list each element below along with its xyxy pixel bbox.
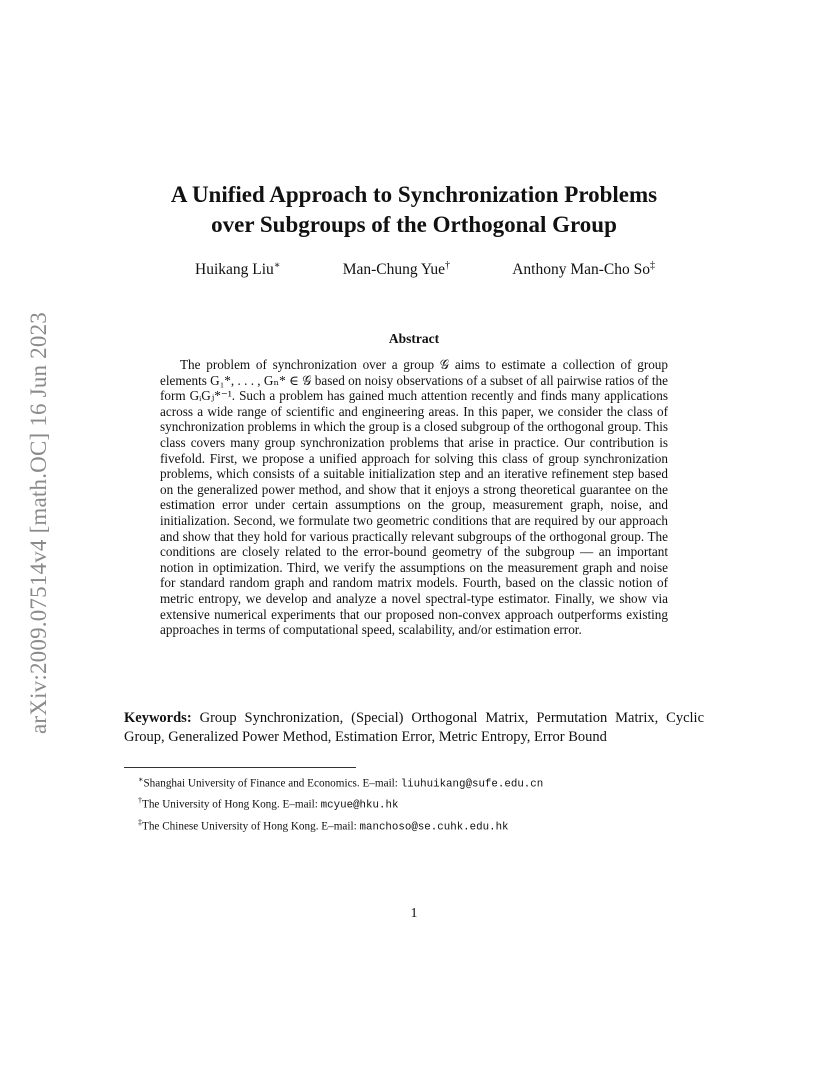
keywords-label: Keywords: <box>124 710 192 726</box>
footnote-1 <box>138 772 698 793</box>
footnote-email[interactable]: liuhuikang@sufe.edu.cn <box>400 778 544 791</box>
footnote-mark: ∗ <box>138 775 144 784</box>
footnotes <box>138 772 698 836</box>
footnote-email[interactable]: manchoso@se.cuhk.edu.hk <box>359 821 509 834</box>
footnote-email[interactable]: mcyue@hku.hk <box>320 800 399 813</box>
footnote-3 <box>138 815 698 836</box>
footnote-mark: ‡ <box>138 817 142 827</box>
abstract-body: The problem of synchronization over a group 𝒢 aims to estimate a collection of group elements G₁*, . . . , Gₙ* ∈ 𝒢 based on noisy observations of a subset of all pairwise ratios of the form GᵢGⱼ*⁻¹. Such a problem has gained much attention recently and finds many applications across a wide range of scientific and engineering areas. In this paper, we consider the class of synchronization problems in which the group is a closed subgroup of the orthogonal group. This class covers many group synchronization problems that arise in practice. Our contribution is fivefold. First, we propose a unified approach for solving this class of group synchronization problems, which consists of a suitable initialization step and an iterative refinement step based on the generalized power method, and show that it enjoys a strong theoretical guarantee on the estimation error under certain assumptions on the group, measurement graph, noise, and initialization. Second, we formulate two geometric conditions that are required by our approach and show that they hold for various practically relevant subgroups of the orthogonal group. The conditions are closely related to the error-bound geometry of the subgroup — an important notion in optimization. Third, we verify the assumptions on the measurement graph and noise for standard random graph and random matrix models. Fourth, based on the classic notion of metric entropy, we develop and analyze a novel spectral-type estimator. Finally, we show via extensive numerical experiments that our proposed non-convex approach outperforms existing approaches in terms of computational speed, scalability, and/or estimation error. <box>160 357 668 638</box>
footnote-affiliation: The University of Hong Kong. E–mail: <box>142 799 321 812</box>
author-3 <box>512 260 655 279</box>
author-name: Anthony Man-Cho So <box>512 261 650 279</box>
footnote-2 <box>138 793 698 814</box>
footnote-divider <box>124 767 356 768</box>
author-list <box>195 260 655 279</box>
footnote-mark: † <box>138 796 142 806</box>
keywords-text: Group Synchronization, (Special) Orthogonal Matrix, Permutation Matrix, Cyclic Group, Generalized Power Method, Estimation Error, Metric Entropy, Error Bound <box>124 710 705 745</box>
footnote-affiliation: Shanghai University of Finance and Economics. E–mail: <box>143 777 401 790</box>
author-2 <box>343 260 450 279</box>
author-name: Man-Chung Yue <box>342 261 446 279</box>
author-mark: ∗ <box>273 260 281 271</box>
arxiv-identifier: arXiv:2009.07514v4 [math.OC] 16 Jun 2023 <box>26 312 51 734</box>
footnote-affiliation: The Chinese University of Hong Kong. E–mail: <box>142 820 360 833</box>
title-line-2: over Subgroups of the Orthogonal Group <box>211 212 617 237</box>
author-mark: ‡ <box>649 260 655 271</box>
abstract-heading: Abstract <box>388 331 440 346</box>
arxiv-sidebar <box>14 270 64 776</box>
paper-title <box>100 180 728 240</box>
page-number: 1 <box>410 906 418 921</box>
title-line-1: A Unified Approach to Synchronization Problems <box>170 182 658 207</box>
author-1 <box>195 260 281 279</box>
author-mark: † <box>445 260 451 271</box>
author-name: Huikang Liu <box>195 261 274 279</box>
keywords <box>124 709 704 747</box>
